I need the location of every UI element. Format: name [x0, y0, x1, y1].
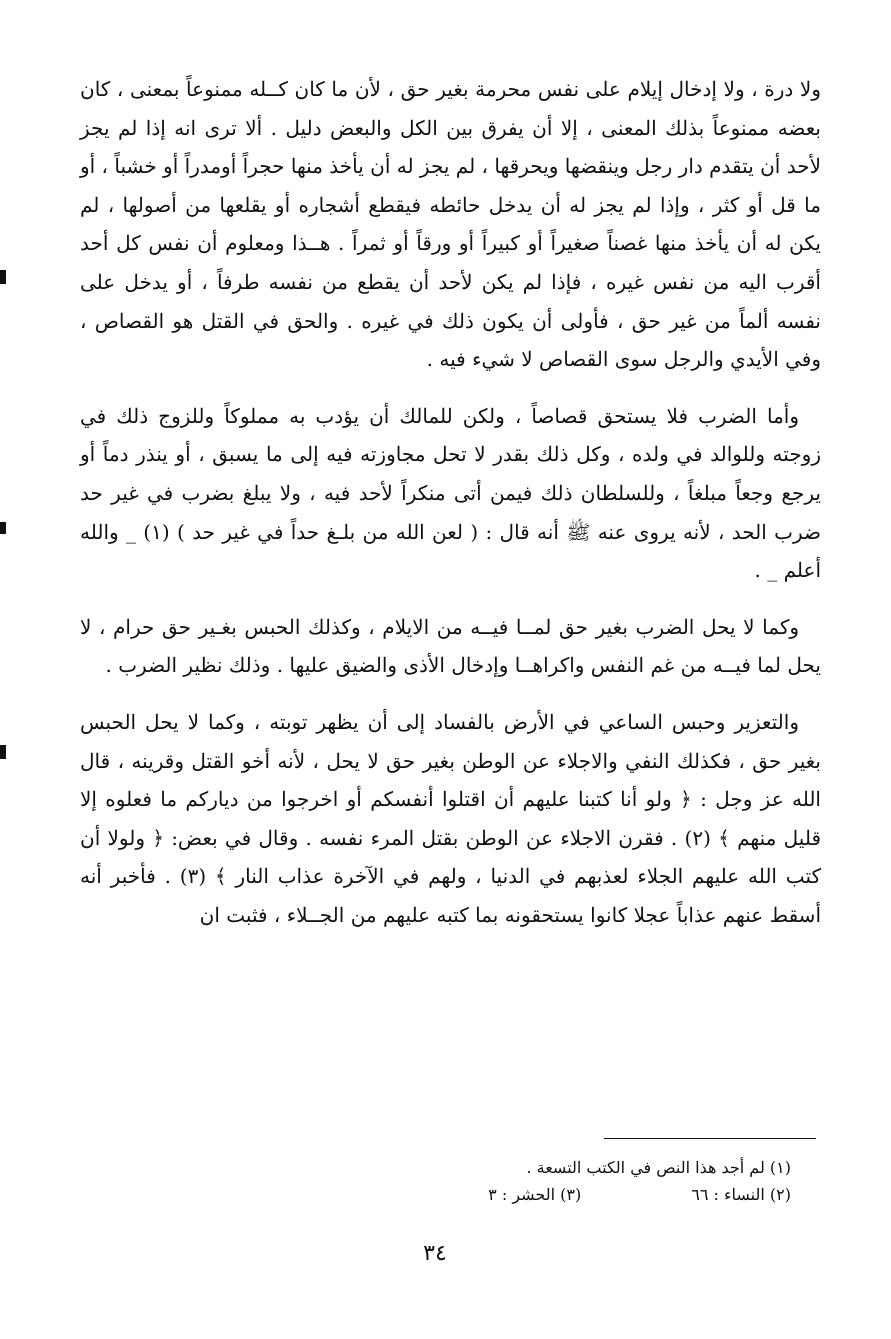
- page-number: ٣٤: [423, 1241, 447, 1266]
- footnotes: [300, 1154, 791, 1208]
- footnote-2: (٢) النساء : ٦٦: [691, 1185, 791, 1204]
- footnote-row: [300, 1181, 791, 1208]
- paragraph-3: وكما لا يحل الضرب بغير حق لمــا فيــه من الايلام ، وكذلك الحبس بغـير حق حرام ، لا يحل لما فيــه من غم النفس واكراهــا وإدخال الأذى والضيق عليها . وذلك نظير الضرب .: [80, 614, 821, 678]
- paragraph-1: ولا درة ، ولا إدخال إيلام على نفس محرمة بغير حق ، لأن ما كان كــله ممنوعاً بمعنى ، كان بعضه ممنوعاً بذلك المعنى ، إلا أن يفرق بين الكل والبعض دليل . ألا ترى انه إذا لم يجز لأحد أن يتقدم دار رجل وينقضها ويحرقها ، لم يجز له أن يأخذ منها حجراً أومدراً أو خشباً ، أو ما قل أو كثر ، وإذا لم يجز له أن يدخل حائطه فيقطع أشجاره أو يقلعها من أصولها ، لم يكن له أن يأخذ منها غصناً صغيراً أو كبيراً أو ورقاً أو ثمراً . هــذا ومعلوم أن نفس كل أحد أقرب اليه من نفس غيره ، فإذا لم يكن لأحد أن يقطع من نفسه طرفاً ، أو يدخل على نفسه ألماً من غير حق ، فأولى أن يكون ذلك في غيره . والحق في القتل هو القصاص ، وفي الأيدي والرجل سوى القصاص لا شيء فيه .: [79, 77, 821, 372]
- footnote-divider: [604, 1138, 816, 1139]
- scan-edge-mark: [0, 270, 6, 284]
- main-text: [80, 70, 821, 952]
- scan-edge-mark: [0, 522, 6, 534]
- paragraph-2: وأما الضرب فلا يستحق قصاصاً ، ولكن للمالك أن يؤدب به مملوكاً وللزوج ذلك في زوجته وللوالد في ولده ، وكل ذلك بقدر لا تحل مجاوزته فيه إلى ما يسبق ، أو ينذر دماً أو يرجع وجعاً مبلغاً ، وللسلطان ذلك فيمن أتى منكراً لأحد فيه ، ولا يبلغ بضرب في غير حد ضرب الحد ، لأنه يروى عنه ﷺ أنه قال : ( لعن الله من بلـغ حداً في غير حد ) (١) _ والله أعلم _ .: [80, 403, 821, 583]
- footnote-3: (٣) الحشر : ٣: [488, 1185, 582, 1204]
- scan-edge-mark: [0, 745, 6, 759]
- paragraph-4: والتعزير وحبس الساعي في الأرض بالفساد إلى أن يظهر توبته ، وكما لا يحل الحبس بغير حق ، فكذلك النفي والاجلاء عن الوطن بغير حق لا يحل ، لأنه أخو القتل وقرينه ، قال الله عز وجل : ﴿ ولو أنا كتبنا عليهم أن اقتلوا أنفسكم أو اخرجوا من دياركم ما فعلوه إلا قليل منهم ﴾ (٢) . فقرن الاجلاء عن الوطن بقتل المرء نفسه . وقال في بعض: ﴿ ولولا أن كتب الله عليهم الجلاء لعذبهم في الدنيا ، ولهم في الآخرة عذاب النار ﴾ (٣) . فأخبر أنه أسقط عنهم عذاباً عجلا كانوا يستحقونه بما كتبه عليهم من الجــلاء ، فثبت ان: [80, 709, 822, 927]
- footnote-1: (١) لم أجد هذا النص في الكتب التسعة .: [526, 1158, 791, 1177]
